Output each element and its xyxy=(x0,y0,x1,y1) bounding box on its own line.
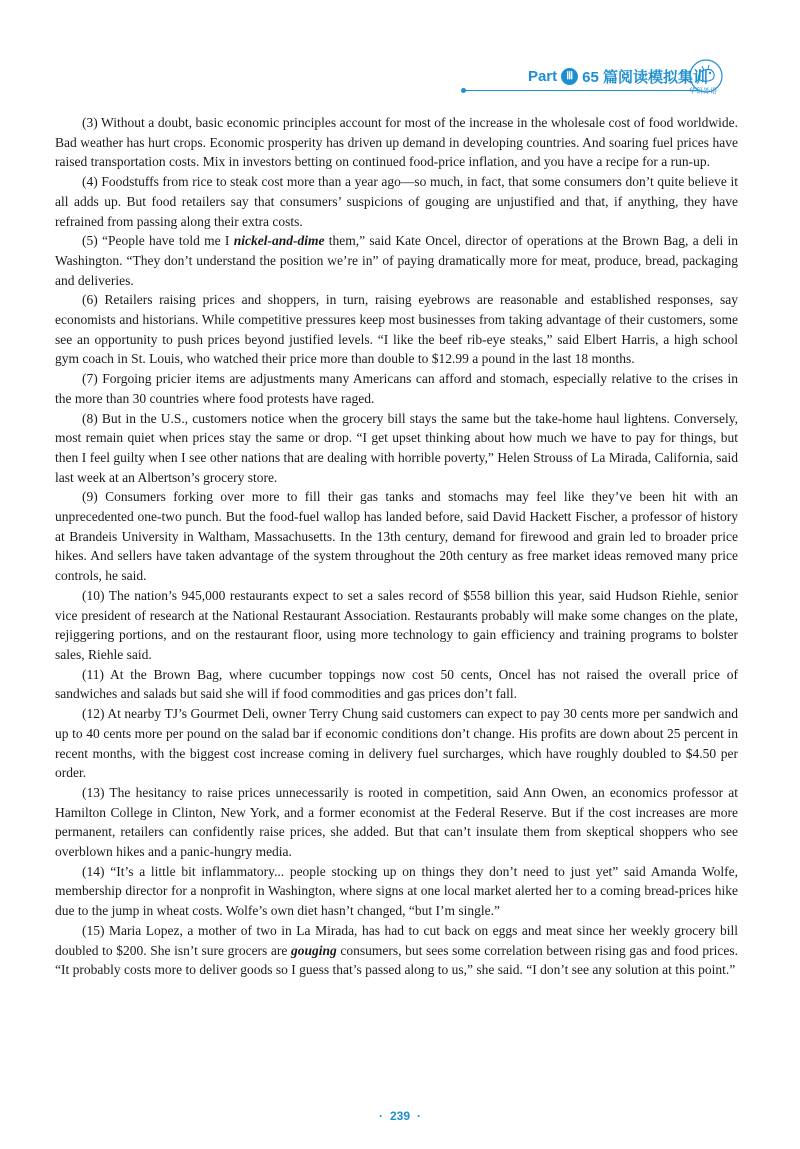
paragraph-13: (13) The hesitancy to raise prices unnecessarily is rooted in competition, said Ann Owen, an economics professor at Hamilton College in Clinton, New York, and a former economist at the Federal Reserve. But if the cost increases are more permanent, retailers can confidently raise prices, she added. But that can’t insulate them from skeptical shoppers who see overblown hikes and a panic-hungry media. xyxy=(55,784,738,860)
section-title: 65 篇阅读模拟集训 xyxy=(582,69,708,86)
emphasized-term: nickel-and-dime xyxy=(233,233,325,249)
page-number xyxy=(0,1109,800,1123)
emphasized-term: gouging xyxy=(291,942,337,958)
paragraph-8: (8) But in the U.S., customers notice when the grocery bill stays the same but the take-home haul lightens. Conversely, most remain quiet when prices stay the same or drop. “I get upset thinking about how much we have to pay for things, but then I feel guilty when I see other nations that are dealing with horrible poverty,” Helen Strouss of La Mirada, California, said last week at an Albertson’s grocery store. xyxy=(55,410,738,485)
page-number-separator-left: · xyxy=(378,1109,383,1123)
paragraph-7: (7) Forgoing pricier items are adjustments many Americans can afford and stomach, especially relative to the crises in the more than 30 countries where food protests have raged. xyxy=(55,371,738,406)
publisher-logo-text: 华研外语 xyxy=(689,88,717,95)
paragraph-12: (12) At nearby TJ’s Gourmet Deli, owner Terry Chung said customers can expect to pay 30 cents more per sandwich and up to 40 cents more per pound on the salad bar if economic conditions don’t change. His profits are down about 25 percent in recent months, with the biggest cost increase coming in delivery fuel surcharges, which have roughly doubled to $4.50 per order. xyxy=(55,706,738,781)
paragraph-15: (15) Maria Lopez, a mother of two in La Mirada, has had to cut back on eggs and meat since her weekly grocery bill doubled to $200. She isn’t sure grocers are gouging consumers, but sees some correlation between rising gas and food prices. “It probably costs more to deliver goods so I guess that’s passed along to us,” she said. “I don’t see any solution at this point.” xyxy=(55,922,739,978)
paragraph-11: (11) At the Brown Bag, where cucumber toppings now cost 50 cents, Oncel has not raised the overall price of sandwiches and salads but said she will if food commodities and gas prices don’t fall. xyxy=(55,666,738,702)
section-heading xyxy=(528,66,708,87)
paragraph-3: (3) Without a doubt, basic economic principles account for most of the increase in the wholesale cost of food worldwide. Bad weather has hurt crops. Economic prosperity has driven up demand in developing countries. And soaring fuel prices have raised transportation costs. Mix in investors betting on continued food-price inflation, and you have a recipe for a run-up. xyxy=(55,115,738,170)
article-body xyxy=(55,113,738,980)
paragraph-6: (6) Retailers raising prices and shoppers, in turn, raising eyebrows are reasonable and established responses, say economists and historians. While competitive pressures keep most businesses from taking advantage of their customers, some see an opportunity to push prices beyond justified levels. “I like the beef rib-eye steaks,” said Elbert Harris, a high school gym coach in St. Louis, who watched their price more than double to $12.99 a pound in the last 18 months. xyxy=(55,292,738,367)
header-rule xyxy=(464,90,700,91)
page-header xyxy=(0,0,800,100)
paragraph-14: (14) “It’s a little bit inflammatory... people stocking up on things they don’t need to just yet” said Amanda Wolfe, membership director for a nonprofit in Washington, where signs at one local market alerted her to a coming bread-prices hike due to the jump in wheat costs. Wolfe’s own diet hasn’t changed, “but I’m single.” xyxy=(55,863,738,919)
paragraph-9: (9) Consumers forking over more to fill their gas tanks and stomachs may feel like they’ve been hit with an unprecedented one-two punch. But the food-fuel wallop has landed before, said David Hackett Fischer, a professor of history at Brandeis University in Waltham, Massachusetts. In the 13th century, demand for firewood and grain led to broader price hikes. And sellers have taken advantage of the system throughout the 20th century as free market ideas removed many price controls, he said. xyxy=(55,489,738,584)
part-number-badge: Ⅲ xyxy=(561,68,578,85)
paragraph-5: (5) “People have told me I nickel-and-dime them,” said Kate Oncel, director of operations at the Brown Bag, a deli in Washington. “They don’t understand the position we’re in” of paying dramatically more for meat, produce, bread, packaging and deliveries. xyxy=(55,233,739,288)
paragraph-4: (4) Foodstuffs from rice to steak cost more than a year ago—so much, in fact, that some consumers don’t quite believe it all adds up. But food retailers say that consumers’ suspicions of gouging are unjustified and that, if anything, they have refrained from passing along their extra costs. xyxy=(55,174,738,229)
paragraph-10: (10) The nation’s 945,000 restaurants expect to set a sales record of $558 billion this year, said Hudson Riehle, senior vice president of research at the National Restaurant Association. Restaurants probably will make some changes on the plate, rejiggering portions, and on the restaurant floor, using more technology to gain efficiency and training programs to bolster sales, Riehle said. xyxy=(55,587,738,662)
part-label: Part xyxy=(527,68,558,85)
page-number-separator-right: · xyxy=(417,1109,422,1123)
page-number-value: 239 xyxy=(389,1109,411,1123)
